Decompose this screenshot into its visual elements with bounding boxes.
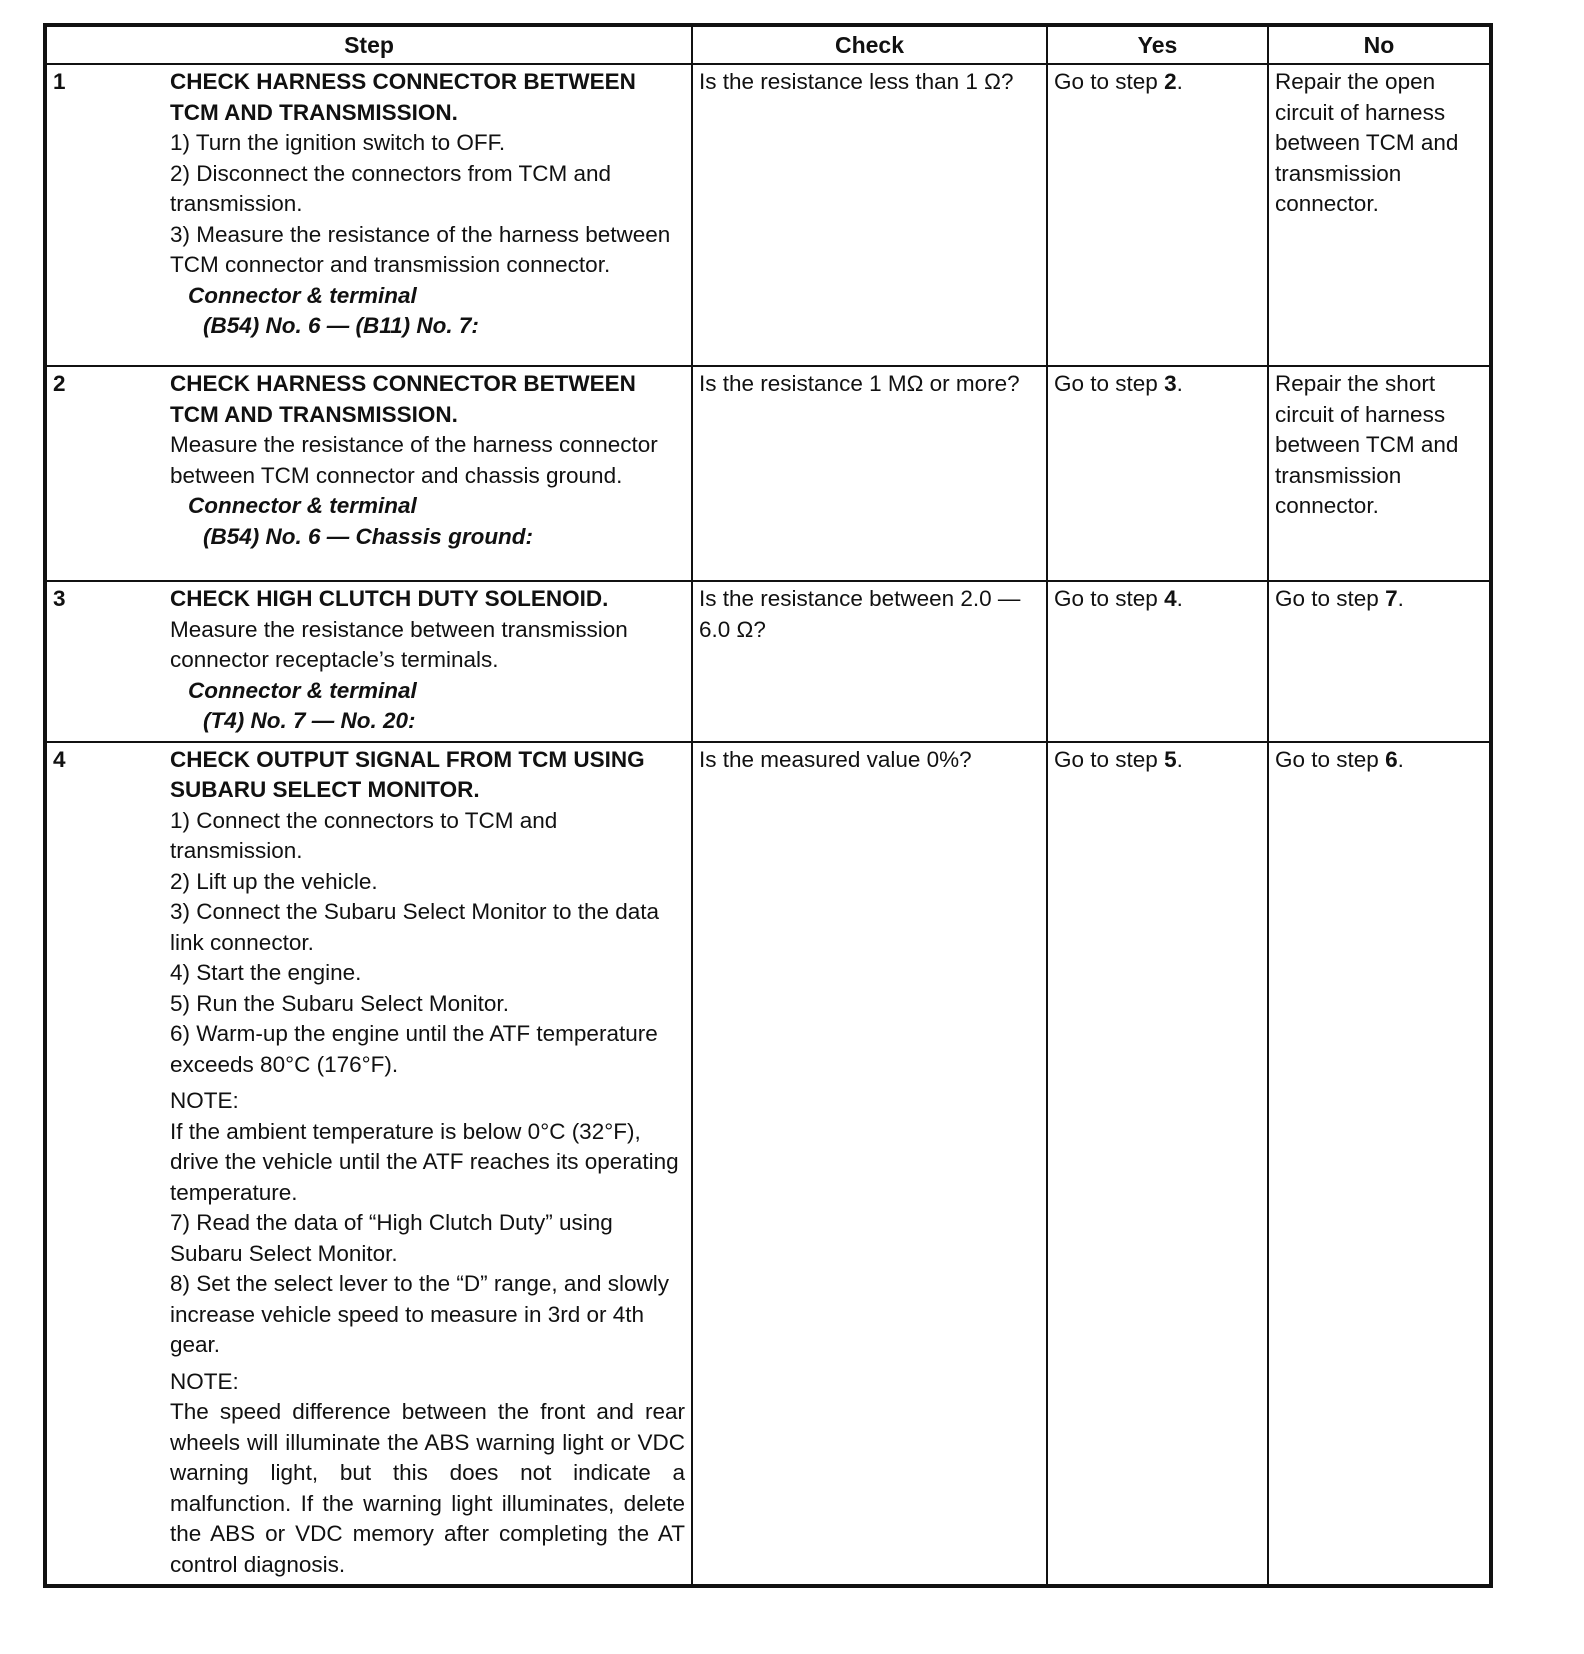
note-label: NOTE:	[170, 1088, 239, 1113]
step-instruction: 7) Read the data of “High Clutch Duty” using Subaru Select Monitor.	[170, 1210, 613, 1266]
connector-terminal-value: (B54) No. 6 — Chassis ground:	[203, 523, 534, 549]
no-prefix: Go to step	[1275, 586, 1386, 611]
step-instruction: 6) Warm-up the engine until the ATF temperature exceeds 80°C (176°F).	[170, 1021, 658, 1077]
connector-terminal-label: Connector & terminal	[188, 282, 417, 308]
header-yes: Yes	[1047, 25, 1268, 64]
no-step-link: 7	[1385, 586, 1398, 611]
step-title: CHECK OUTPUT SIGNAL FROM TCM USING SUBARU SELECT MONITOR.	[170, 746, 645, 802]
table-row	[45, 64, 1491, 366]
step-instruction: 1) Connect the connectors to TCM and transmission.	[170, 807, 558, 863]
yes-prefix: Go to step	[1054, 746, 1165, 772]
no-cell: Go to step 6.	[1268, 742, 1491, 1587]
no-step-link: 6	[1385, 746, 1398, 772]
step-cell	[45, 64, 692, 366]
table-row	[45, 366, 1491, 581]
no-cell: Go to step 7.	[1268, 581, 1491, 742]
connector-terminal-label: Connector & terminal	[188, 493, 417, 518]
yes-prefix: Go to step	[1054, 69, 1165, 94]
yes-cell: Go to step 5.	[1047, 742, 1268, 1587]
header-step: Step	[45, 25, 692, 64]
check-cell: Is the resistance less than 1 Ω?	[692, 64, 1047, 366]
step-instruction: 5) Run the Subaru Select Monitor.	[170, 990, 509, 1016]
yes-prefix: Go to step	[1054, 371, 1165, 396]
step-instruction: 4) Start the engine.	[170, 960, 362, 985]
table-row	[45, 742, 1491, 1587]
no-prefix: Go to step	[1275, 746, 1386, 772]
no-cell: Repair the short circuit of harness between TCM and transmission connector.	[1268, 366, 1491, 581]
yes-step-link: 5	[1164, 746, 1177, 772]
step-cell	[45, 742, 692, 1587]
step-number: 4	[53, 746, 66, 772]
yes-step-link: 3	[1164, 371, 1177, 396]
check-cell: Is the resistance between 2.0 — 6.0 Ω?	[692, 581, 1047, 742]
step-instruction: Measure the resistance of the harness connector between TCM connector and chassis ground.	[170, 432, 658, 488]
diagnostic-table-container	[43, 23, 1489, 1588]
header-no: No	[1268, 25, 1491, 64]
connector-terminal-label: Connector & terminal	[188, 677, 417, 703]
step-number: 1	[53, 69, 66, 94]
step-number: 2	[53, 371, 66, 396]
diagnostic-table	[43, 23, 1493, 1588]
step-title: CHECK HARNESS CONNECTOR BETWEEN TCM AND TRANSMISSION.	[170, 371, 636, 427]
connector-terminal-value: (B54) No. 6 — (B11) No. 7:	[203, 313, 479, 338]
note-text: The speed difference between the front and rear wheels will illuminate the ABS warning light or VDC warning light, but this does not indicate a malfunction. If the warning light illuminates, delete the ABS or VDC memory after completing the AT control diagnosis.	[170, 1399, 685, 1577]
step-title: CHECK HIGH CLUTCH DUTY SOLENOID.	[170, 586, 609, 611]
step-instruction: Measure the resistance between transmission connector receptacle’s terminals.	[170, 616, 628, 672]
yes-cell: Go to step 2.	[1047, 64, 1268, 366]
header-check: Check	[692, 25, 1047, 64]
step-instruction: 3) Measure the resistance of the harness between TCM connector and transmission connector.	[170, 221, 671, 277]
step-cell	[45, 366, 692, 581]
step-cell	[45, 581, 692, 742]
connector-terminal-value: (T4) No. 7 — No. 20:	[203, 708, 416, 733]
check-cell: Is the resistance 1 MΩ or more?	[692, 366, 1047, 581]
check-cell: Is the measured value 0%?	[692, 742, 1047, 1587]
step-instruction: 2) Disconnect the connectors from TCM and transmission.	[170, 160, 612, 216]
no-cell: Repair the open circuit of harness between TCM and transmission connector.	[1268, 64, 1491, 366]
yes-prefix: Go to step	[1054, 586, 1165, 611]
yes-step-link: 2	[1164, 69, 1177, 94]
step-title: CHECK HARNESS CONNECTOR BETWEEN TCM AND TRANSMISSION.	[170, 69, 636, 125]
yes-cell: Go to step 4.	[1047, 581, 1268, 742]
step-number: 3	[53, 586, 66, 611]
step-instruction: 8) Set the select lever to the “D” range, and slowly increase vehicle speed to measure in 3rd or 4th gear.	[170, 1271, 669, 1357]
yes-cell: Go to step 3.	[1047, 366, 1268, 581]
table-header-row	[45, 25, 1491, 64]
yes-step-link: 4	[1164, 586, 1177, 611]
note-label: NOTE:	[170, 1368, 239, 1394]
step-instruction: 2) Lift up the vehicle.	[170, 868, 378, 894]
note-text: If the ambient temperature is below 0°C (32°F), drive the vehicle until the ATF reaches its operating temperature.	[170, 1118, 679, 1205]
step-instruction: 1) Turn the ignition switch to OFF.	[170, 130, 506, 155]
step-instruction: 3) Connect the Subaru Select Monitor to the data link connector.	[170, 899, 660, 955]
table-row	[45, 581, 1491, 742]
